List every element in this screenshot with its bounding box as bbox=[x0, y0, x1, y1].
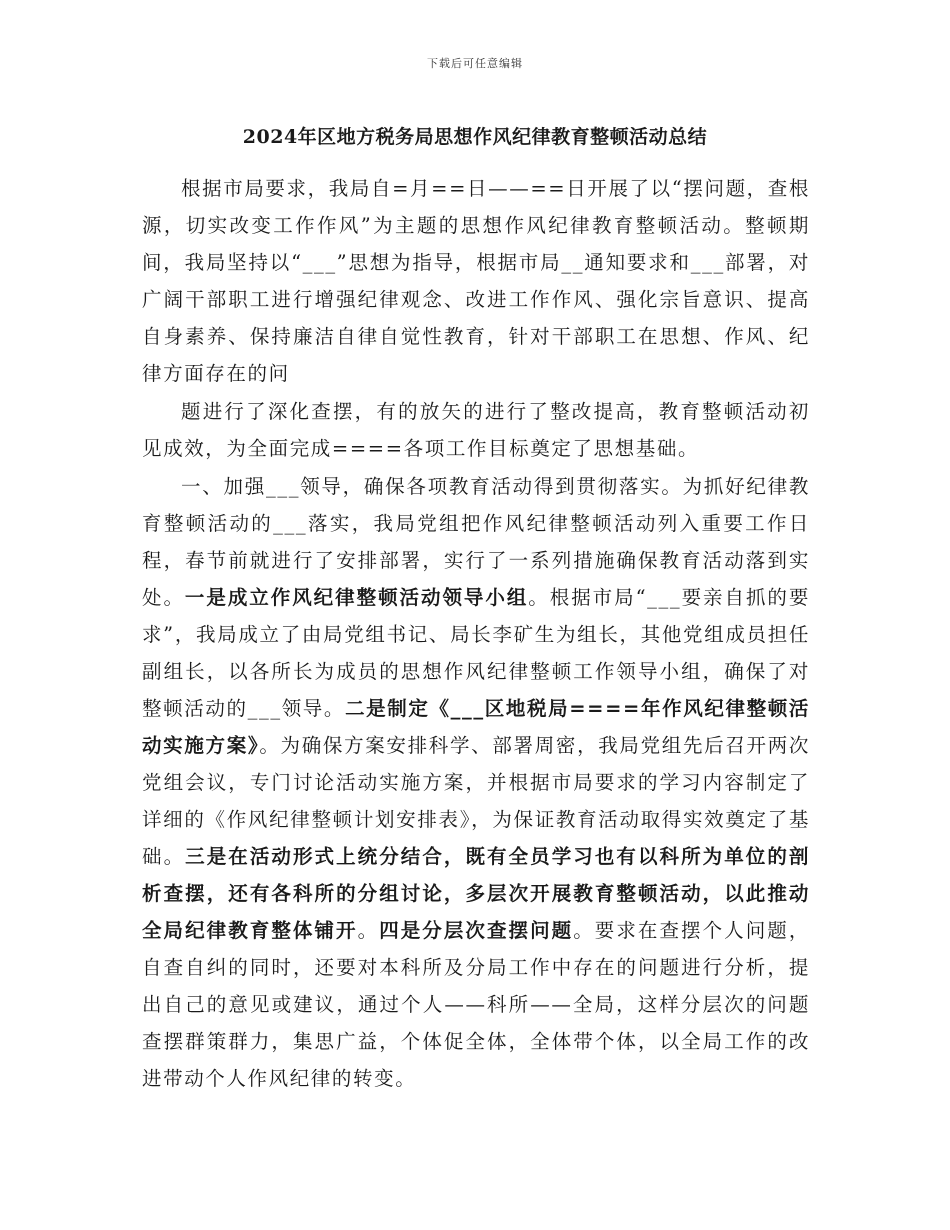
paragraph-3-text-4: 。 bbox=[357, 919, 380, 942]
paragraph-3-bold-2: 二是制定《___区地税局====年作风纪律整顿活动实施方案》 bbox=[142, 697, 810, 757]
paragraph-2: 题进行了深化查摆，有的放矢的进行了整改提高，教育整顿活动初见成效，为全面完成====各项工作目标奠定了思想基础。 bbox=[142, 400, 810, 460]
page-header-note: 下载后可任意编辑 bbox=[427, 57, 523, 70]
paragraph-3-bold-3: 三是在活动形式上统分结合，既有全员学习也有以科所为单位的剖析查摆，还有各科所的分组讨论，多层次开展教育整顿活动，以此推动全局纪律教育整体铺开 bbox=[142, 845, 811, 942]
paragraph-3-text-3: 。为确保方案安排科学、部署周密，我局党组先后召开两次党组会议，专门讨论活动实施方案，并根据市局要求的学习内容制定了详细的《作风纪律整顿计划安排表》，为保证教育活动取得实效奠定了基础。 bbox=[142, 734, 810, 868]
paragraph-1: 根据市局要求，我局自=月==日——==日开展了以“摆问题，查根源，切实改变工作作风”为主题的思想作风纪律教育整顿活动。整顿期间，我局坚持以“___”思想为指导，根据市局__通知要求和___部署，对广阔干部职工进行增强纪律观念、改进工作作风、强化宗旨意识、提高自身素养、保持廉洁自律自觉性教育，针对干部职工在思想、作风、纪律方面存在的问 bbox=[142, 177, 810, 385]
document-title: 2024年区地方税务局思想作风纪律教育整顿活动总结 bbox=[242, 126, 708, 148]
paragraph-3 bbox=[142, 468, 810, 1097]
paragraph-3-text-2: 。根据市局“___要亲自抓的要求”，我局成立了由局党组书记、局长李矿生为组长，其他党组成员担任副组长，以各所长为成员的思想作风纪律整顿工作领导小组，确保了对整顿活动的___领导。 bbox=[142, 586, 810, 720]
paragraph-3-text-5: 。要求在查摆个人问题，自查自纠的同时，还要对本科所及分局工作中存在的问题进行分析，提出自己的意见或建议，通过个人——科所——全局，这样分层次的问题查摆群策群力，集思广益，个体促全体，全体带个体，以全局工作的改进带动个人作风纪律的转变。 bbox=[142, 919, 810, 1090]
document-body bbox=[142, 170, 810, 1098]
paragraph-3-bold-1: 一是成立作风纪律整顿活动领导小组 bbox=[184, 586, 529, 609]
paragraph-3-text-1: 一、加强___领导，确保各项教育活动得到贯彻落实。为抓好纪律教育整顿活动的___落实，我局党组把作风纪律整顿活动列入重要工作日程，春节前就进行了安排部署，实行了一系列措施确保教育活动落到实处。 bbox=[142, 475, 810, 609]
paragraph-3-bold-4: 四是分层次查摆问题 bbox=[379, 919, 574, 942]
